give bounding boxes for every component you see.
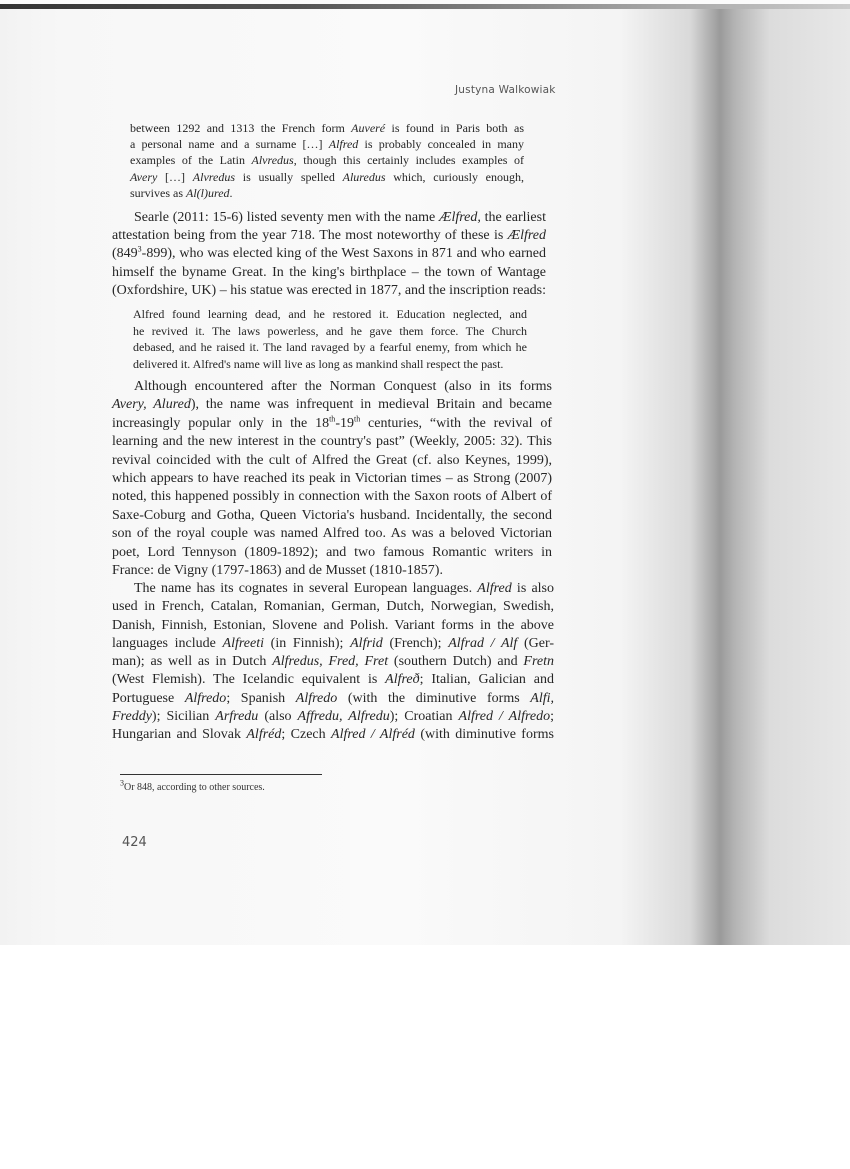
para2-line: revival coincided with the cult of Alfred the Great (cf. also Keynes, 1999), bbox=[112, 452, 552, 468]
paragraph-2 bbox=[112, 378, 552, 580]
para3-line: Freddy); Sicilian Arfredu (also Affredu, Alfredu); Croatian Alfred / Alfredo; bbox=[112, 709, 555, 725]
book-page bbox=[0, 4, 850, 949]
para1-line: $(849^3-899)$, who was elected king of the West Saxons in 871 and who earned bbox=[112, 244, 546, 262]
para3-line: Portuguese Alfredo; Spanish Alfredo (with the diminutive forms Alfi, bbox=[112, 690, 555, 706]
para3-line: The name has its cognates in several European languages. Alfred is also bbox=[134, 581, 555, 596]
quote1-line: between 1292 and 1313 the French form Auveré is found in Paris both as bbox=[130, 121, 524, 135]
para2-line: France: de Vigny (1797-1863) and de Musset (1810-1857). bbox=[112, 563, 443, 579]
para2-line: increasingly popular only in the 18th-19th centuries, “with the revival of bbox=[112, 414, 552, 431]
para2-line: learning and the new interest in the country's past” (Weekly, 2005: 32). This bbox=[112, 434, 552, 450]
para2-line: Although encountered after the Norman Conquest (also in its forms bbox=[134, 379, 552, 394]
para3-line: used in French, Catalan, Romanian, German, Dutch, Norwegian, Swedish, bbox=[112, 599, 554, 615]
para3-line: Hungarian and Slovak Alfréd; Czech Alfred / Alfréd (with diminutive forms bbox=[112, 727, 554, 743]
para2-line: which appears to have reached its peak in Victorian times – as Strong (2007) bbox=[112, 471, 552, 487]
quote1-line: Avery […] Alvredus is usually spelled Aluredus which, curiously enough, bbox=[130, 169, 525, 184]
quote2-line: debased, and he raised it. The land ravaged by a fearful enemy, from which he bbox=[133, 340, 527, 354]
para1-line: attestation being from the year 718. The most noteworthy of these is Ælfred bbox=[112, 228, 546, 244]
footnote-divider bbox=[120, 774, 322, 775]
paragraph-1 bbox=[112, 209, 546, 300]
para1-line: Searle (2011: 15-6) listed seventy men with the name Ælfred, the earliest bbox=[134, 210, 546, 225]
para3-line: Danish, Finnish, Estonian, Slovene and Polish. Variant forms in the above bbox=[112, 617, 554, 633]
para1-line: (Oxfordshire, UK) – his statue was erected in 1877, and the inscription reads: bbox=[112, 282, 546, 298]
top-edge bbox=[0, 4, 850, 9]
running-header: Justyna Walkowiak bbox=[455, 84, 556, 96]
quote2-line: delivered it. Alfred's name will live as long as mankind shall respect the past. bbox=[133, 356, 504, 371]
para2-line: Avery, Alured), the name was infrequent in medieval Britain and became bbox=[112, 397, 552, 413]
para2-line: noted, this happened possibly in connection with the Saxon roots of Albert of bbox=[112, 489, 552, 505]
footnote-ref: 3 bbox=[137, 244, 142, 254]
page-number: 424 bbox=[122, 835, 147, 850]
paragraph-3 bbox=[112, 580, 554, 745]
quote1-line: survives as Al(l)ured. bbox=[130, 185, 233, 200]
para3-line: languages include Alfreeti (in Finnish); Alfrid (French); Alfrad / Alf (Ger- bbox=[112, 635, 555, 651]
para2-line: Saxe-Coburg and Gotha, Queen Victoria's husband. Incidentally, the second bbox=[112, 507, 552, 523]
inscription-quote bbox=[133, 306, 527, 372]
block-quote-1 bbox=[130, 120, 524, 201]
para1-line: himself the byname Great. In the king's birthplace – the town of Wantage bbox=[112, 264, 546, 280]
quote2-line: he revived it. The laws powerless, and he gave them force. The Church bbox=[133, 323, 527, 338]
quote2-line: Alfred found learning dead, and he restored it. Education neglected, and bbox=[133, 307, 527, 321]
scanner-shadow bbox=[0, 945, 850, 1169]
para3-line: man); as well as in Dutch Alfredus, Fred, Fret (southern Dutch) and Fretn bbox=[112, 654, 555, 670]
footnote: $^3$Or 848, according to other sources. bbox=[120, 778, 265, 793]
para2-line: poet, Lord Tennyson (1809-1892); and two famous Romantic writers in bbox=[112, 544, 552, 560]
para3-line: (West Flemish). The Icelandic equivalent is Alfreð; Italian, Galician and bbox=[112, 672, 554, 688]
para2-line: son of the royal couple was named Alfred too. As was a beloved Victorian bbox=[112, 526, 552, 542]
quote1-line: a personal name and a surname […] Alfred is probably concealed in many bbox=[130, 137, 524, 152]
quote1-line: examples of the Latin Alvredus, though this certainly includes examples of bbox=[130, 153, 525, 168]
